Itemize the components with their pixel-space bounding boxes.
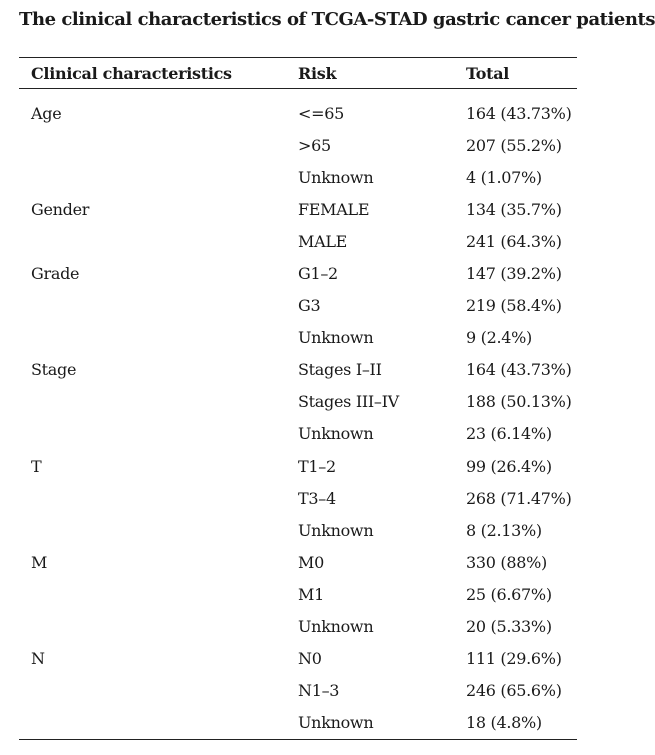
table-row <box>19 322 577 354</box>
cell-risk: >65 <box>298 135 331 155</box>
table-row <box>19 386 577 418</box>
cell-total: 4 (1.07%) <box>466 167 542 187</box>
table-caption: The clinical characteristics of TCGA-STAD gastric cancer patients <box>19 9 655 30</box>
cell-risk: MALE <box>298 231 348 251</box>
cell-risk: Unknown <box>298 167 374 187</box>
header-row <box>19 58 577 89</box>
cell-risk: Stages III–IV <box>298 392 399 412</box>
table-row <box>19 675 577 707</box>
cell-characteristic <box>19 322 286 354</box>
cell-risk: Unknown <box>286 707 454 740</box>
cell-risk: T1–2 <box>298 456 336 476</box>
cell-total: 164 (43.73%) <box>466 360 572 380</box>
cell-total: 219 (58.4%) <box>466 296 562 316</box>
table-row <box>19 578 577 610</box>
cell-total: 207 (55.2%) <box>466 135 562 155</box>
cell-risk: N1–3 <box>298 681 340 701</box>
cell-characteristic <box>19 675 286 707</box>
cell-characteristic <box>19 418 286 450</box>
cell-total: 268 (71.47%) <box>466 488 572 508</box>
cell-characteristic: Age <box>31 103 62 123</box>
header-total: Total <box>454 58 577 89</box>
header-risk: Risk <box>286 58 454 89</box>
cell-risk: Unknown <box>298 617 374 637</box>
table-row <box>19 225 577 257</box>
cell-total: 9 (2.4%) <box>466 328 532 348</box>
cell-risk: <=65 <box>298 103 344 123</box>
cell-characteristic <box>19 161 286 193</box>
clinical-table-container <box>19 57 577 740</box>
cell-characteristic <box>19 482 286 514</box>
cell-risk: G1–2 <box>298 264 338 284</box>
table-row <box>19 707 577 740</box>
cell-total: 20 (5.33%) <box>466 617 552 637</box>
cell-characteristic: N <box>31 649 45 669</box>
table-row <box>19 450 577 482</box>
cell-characteristic <box>19 129 286 161</box>
table-row <box>19 546 577 578</box>
cell-characteristic: M <box>31 552 48 572</box>
table-row <box>19 129 577 161</box>
table-row <box>19 161 577 193</box>
table-row <box>19 89 577 130</box>
cell-total: 99 (26.4%) <box>466 456 552 476</box>
cell-characteristic: Grade <box>31 264 80 284</box>
cell-total: 246 (65.6%) <box>466 681 562 701</box>
table-row <box>19 418 577 450</box>
cell-total: 25 (6.67%) <box>466 584 552 604</box>
cell-characteristic: T <box>31 456 42 476</box>
cell-total: 241 (64.3%) <box>466 231 562 251</box>
cell-total: 164 (43.73%) <box>466 103 572 123</box>
cell-risk: M0 <box>298 552 324 572</box>
cell-risk: N0 <box>298 649 322 669</box>
cell-risk: T3–4 <box>298 488 336 508</box>
header-clinical-characteristics: Clinical characteristics <box>19 58 286 89</box>
cell-total: 330 (88%) <box>466 552 547 572</box>
cell-risk: Unknown <box>298 328 374 348</box>
cell-total: 111 (29.6%) <box>466 649 562 669</box>
cell-risk: G3 <box>298 296 321 316</box>
cell-risk: Unknown <box>298 520 374 540</box>
table-row <box>19 514 577 546</box>
cell-risk: M1 <box>298 584 324 604</box>
cell-characteristic: Gender <box>31 199 90 219</box>
cell-characteristic <box>19 290 286 322</box>
cell-total: 147 (39.2%) <box>466 264 562 284</box>
cell-characteristic <box>19 225 286 257</box>
cell-risk: FEMALE <box>298 199 370 219</box>
clinical-characteristics-table <box>19 57 577 740</box>
cell-total: 134 (35.7%) <box>466 199 562 219</box>
cell-risk: Unknown <box>298 424 374 444</box>
table-body <box>19 89 577 740</box>
table-row <box>19 482 577 514</box>
cell-total: 8 (2.13%) <box>466 520 542 540</box>
cell-characteristic <box>19 611 286 643</box>
table-row <box>19 193 577 225</box>
table-row <box>19 643 577 675</box>
table-row <box>19 257 577 289</box>
cell-characteristic <box>19 578 286 610</box>
cell-characteristic: Stage <box>31 360 77 380</box>
cell-total: 18 (4.8%) <box>454 707 577 740</box>
table-row <box>19 354 577 386</box>
cell-total: 23 (6.14%) <box>466 424 552 444</box>
cell-characteristic <box>19 707 286 740</box>
table-row <box>19 611 577 643</box>
cell-total: 188 (50.13%) <box>466 392 572 412</box>
cell-risk: Stages I–II <box>298 360 382 380</box>
cell-characteristic <box>19 386 286 418</box>
table-row <box>19 290 577 322</box>
cell-characteristic <box>19 514 286 546</box>
